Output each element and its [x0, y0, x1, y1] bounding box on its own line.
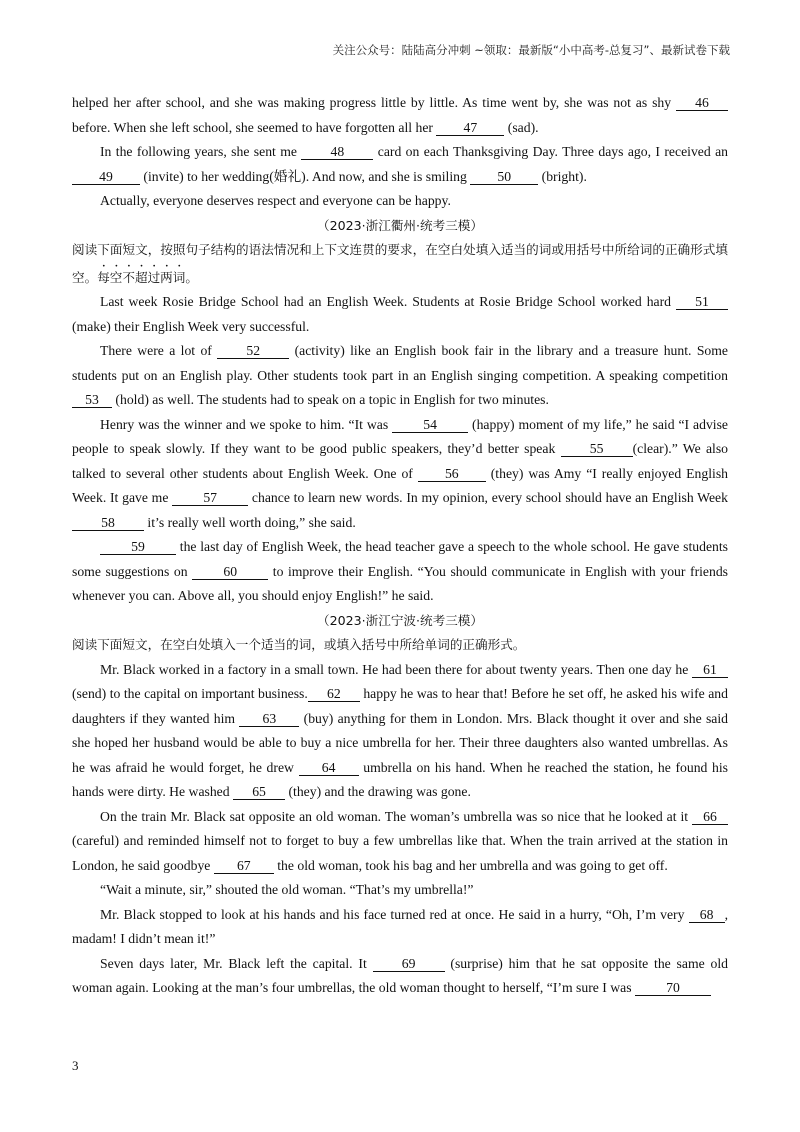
instruction-text: 阅读下面短文，按照句子结构的语法情况和上下文连贯的要求，在空白处填入适当的词或用括号中所给词的正确形式填空。: [72, 242, 728, 285]
text-run: chance to learn new words. In my opinion, every school should have an English Week: [251, 490, 728, 505]
blank-52[interactable]: 52: [217, 343, 289, 359]
text-run: the last day of English Week, the head teacher gave a speech to the whole school. He gave students some suggestions on: [72, 539, 728, 579]
text-run: it’s really well worth doing,” she said.: [147, 514, 356, 530]
blank-60[interactable]: 60: [192, 564, 268, 580]
text-run: In the following years, she sent me: [100, 144, 297, 159]
text-run: (activity) like an English book fair in the library and a treasure hunt. Some students put on an English play. Other students took part in an English singing competition. A speaking competition: [72, 343, 728, 383]
text-run: (hold) as well. The students had to speak on a topic in English for two minutes.: [115, 392, 549, 407]
text-run: helped her after school, and she was making progress little by little. As time went by, she was not as shy: [72, 95, 672, 110]
paragraph: “Wait a minute, sir,” shouted the old woman. “That’s my umbrella!”: [100, 882, 474, 897]
paragraph: [72, 535, 728, 609]
page-header: 关注公众号：陆陆高分冲刺 ~领取：最新版“小中高考-总复习”、最新试卷下载: [332, 43, 730, 57]
blank-61[interactable]: 61: [692, 662, 728, 678]
text-run: (invite) to her wedding(婚礼). And now, and she is smiling: [143, 168, 467, 184]
blank-59[interactable]: 59: [100, 539, 176, 555]
blank-53[interactable]: 53: [72, 392, 112, 408]
blank-63[interactable]: 63: [239, 711, 299, 727]
paragraph: [72, 903, 728, 952]
blank-65[interactable]: 65: [233, 784, 285, 800]
text-run: Seven days later, Mr. Black left the capital. It: [100, 955, 367, 971]
text-run: the old woman, took his bag and her umbrella and was going to get off.: [277, 857, 668, 873]
text-run: (clear).” We also talked to several other students about English Week. One of: [72, 441, 729, 481]
text-run: On the train Mr. Black sat opposite an old woman. The woman’s umbrella was so nice that he looked at it: [100, 808, 689, 824]
blank-48[interactable]: 48: [301, 144, 373, 160]
blank-50[interactable]: 50: [470, 169, 538, 185]
text-run: before. When she left school, she seemed to have forgotten all her: [72, 119, 433, 135]
blank-46[interactable]: 46: [676, 95, 728, 111]
blank-64[interactable]: 64: [299, 760, 359, 776]
paragraph: [72, 952, 728, 1001]
text-run: (they) was Amy “I really enjoyed English Week. It gave me: [72, 465, 728, 505]
blank-51[interactable]: 51: [676, 294, 728, 310]
text-run: to improve their English. “You should communicate in English with your friends whenever you can. Above all, you should enjoy English!” he said.: [72, 563, 729, 603]
section-source: （2023·浙江宁波·统考三模）: [317, 612, 483, 628]
text-run: (bright).: [541, 168, 587, 184]
section-source: （2023·浙江衢州·统考三模）: [317, 217, 483, 233]
blank-49[interactable]: 49: [72, 169, 140, 185]
blank-47[interactable]: 47: [436, 120, 504, 136]
text-run: (surprise) him that he sat opposite the same old woman again. Looking at the man’s four umbrellas, the old woman thought to herself, “I’m sure I was: [72, 955, 728, 995]
blank-56[interactable]: 56: [418, 466, 486, 482]
text-run: Last week Rosie Bridge School had an English Week. Students at Rosie Bridge School worked hard: [100, 294, 672, 309]
emphasis-text: 每空不超过两词: [97, 269, 186, 285]
paragraph: [72, 140, 728, 189]
text-run: (they) and the drawing was gone.: [288, 784, 471, 799]
paragraph: [72, 805, 728, 879]
text-run: happy he was to hear that! Before he set off, he asked his wife and daughters if they wanted him: [72, 686, 728, 726]
paragraph: [72, 658, 728, 805]
paragraph: Actually, everyone deserves respect and everyone can be happy.: [100, 193, 451, 208]
blank-62[interactable]: 62: [308, 686, 360, 702]
text-run: card on each Thanksgiving Day. Three days ago, I received an: [377, 144, 729, 159]
blank-55[interactable]: 55: [561, 441, 633, 457]
paragraph: [72, 413, 728, 536]
blank-68[interactable]: 68: [689, 907, 725, 923]
blank-69[interactable]: 69: [373, 956, 445, 972]
text-run: Henry was the winner and we spoke to him. “It was: [100, 416, 389, 432]
blank-70[interactable]: 70: [635, 980, 711, 996]
page-number: 3: [72, 1058, 79, 1073]
paragraph: [72, 91, 728, 140]
text-run: Mr. Black worked in a factory in a small town. He had been there for about twenty years. Then one day he: [100, 661, 689, 677]
document-body: [72, 91, 728, 1001]
text-run: (make) their English Week very successful.: [72, 318, 310, 334]
text-run: (happy) moment of my life,” he said “I advise people to speak slowly. If they want to be good public speakers, they’d better speak: [72, 416, 728, 456]
blank-67[interactable]: 67: [214, 858, 274, 874]
section-instructions: 阅读下面短文，在空白处填入一个适当的词，或填入括号中所给单词的正确形式。: [72, 637, 526, 652]
paragraph: [72, 339, 728, 413]
paragraph: [72, 290, 728, 339]
instruction-text: 。: [185, 269, 198, 285]
blank-54[interactable]: 54: [392, 417, 468, 433]
blank-58[interactable]: 58: [72, 515, 144, 531]
text-run: (sad).: [507, 119, 539, 135]
text-run: , madam! I didn’t mean it!”: [72, 906, 728, 946]
text-run: There were a lot of: [100, 343, 212, 358]
text-run: (send) to the capital on important business.: [72, 686, 308, 701]
section-instructions: [72, 238, 728, 290]
text-run: Mr. Black stopped to look at his hands and his face turned red at once. He said in a hurry, “Oh, I’m very: [100, 906, 685, 922]
blank-57[interactable]: 57: [172, 490, 248, 506]
text-run: (careful) and reminded himself not to forget to buy a few umbrellas like that. When the train arrived at the station in London, he said goodbye: [72, 833, 728, 873]
text-run: umbrella on his hand. When he reached the station, he found his hands were dirty. He washed: [72, 759, 729, 799]
text-run: (buy) anything for them in London. Mrs. Black thought it over and she said she hoped her husband would be able to buy a nice umbrella for her. Their three daughters also wanted umbrellas. As he was afraid he would forget, he drew: [72, 710, 728, 775]
blank-66[interactable]: 66: [692, 809, 728, 825]
